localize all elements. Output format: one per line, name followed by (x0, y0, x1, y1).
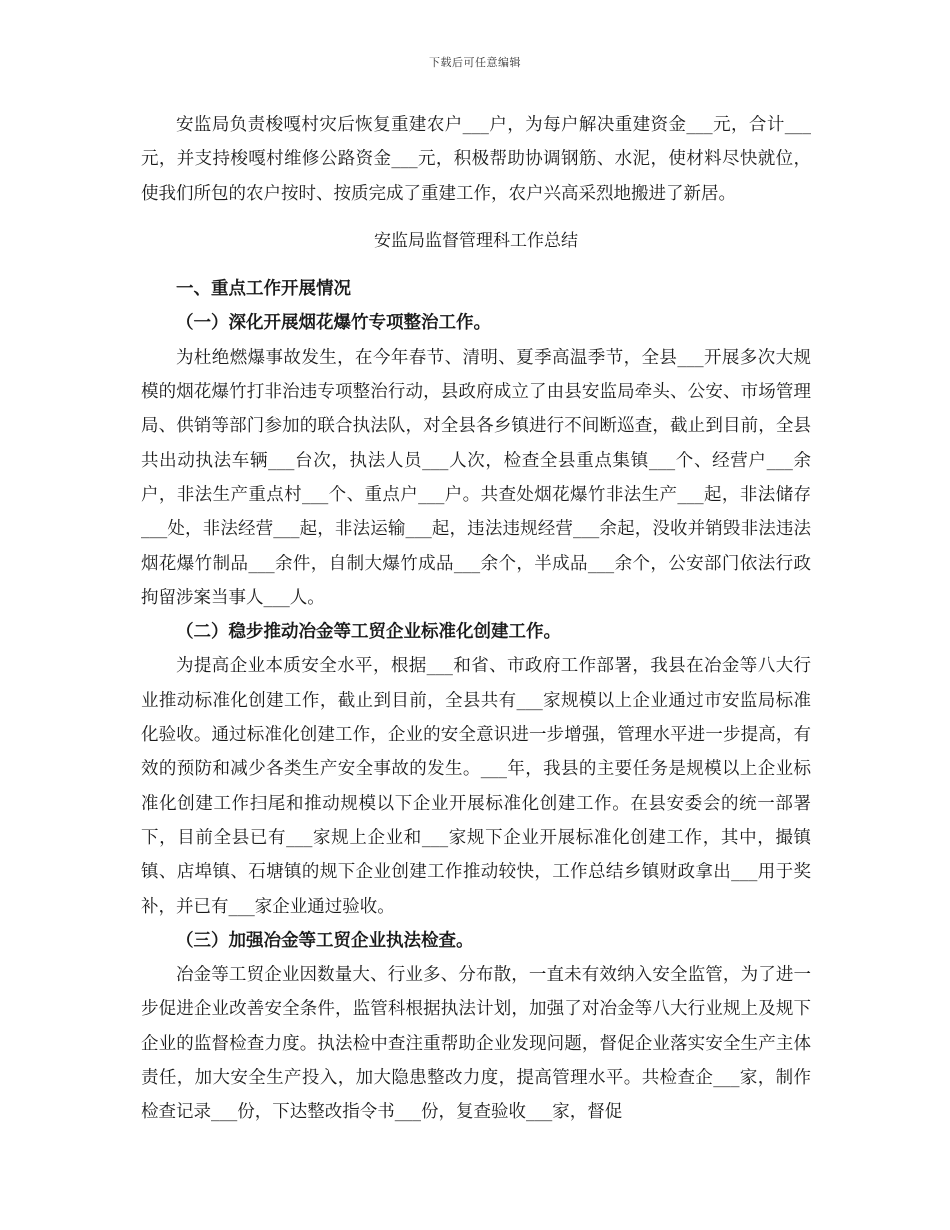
intro-paragraph: 安监局负责梭嘎村灾后恢复重建农户___户，为每户解决重建资金___元，合计___元，并支持梭嘎村维修公路资金___元，积极帮助协调钢筋、水泥，使材料尽快就位，使我们所包的农户按时、按质完成了重建工作，农户兴高采烈地搬进了新居。 (141, 115, 811, 204)
subsection-heading-inspection: （三）加强冶金等工贸企业执法检查。 (176, 930, 474, 951)
section-heading-key-work: 一、重点工作开展情况 (176, 279, 351, 300)
document-title: 安监局监督管理科工作总结 (374, 230, 578, 251)
paragraph-standardization: 为提高企业本质安全水平，根据___和省、市政府工作部署，我县在冶金等八大行业推动标准化创建工作，截止到目前，全县共有___家规模以上企业通过市安监局标准化验收。通过标准化创建工作，企业的安全意识进一步增强，管理水平进一步提高，有效的预防和减少各类生产安全事故的发生。___年，我县的主要任务是规模以上企业标准化创建工作扫尾和推动规模以下企业开展标准化创建工作。在县安委会的统一部署下，目前全县已有___家规上企业和___家规下企业开展标准化创建工作，其中，撮镇镇、店埠镇、石塘镇的规下企业创建工作推动较快，工作总结乡镇财政拿出___用于奖补，并已有___家企业通过验收。 (141, 656, 811, 917)
paragraph-inspection: 冶金等工贸企业因数量大、行业多、分布散，一直未有效纳入安全监管，为了进一步促进企业改善安全条件，监管科根据执法计划，加强了对冶金等八大行业规上及规下企业的监督检查力度。执法检中查注重帮助企业发现问题，督促企业落实安全生产主体责任，加大安全生产投入，加大隐患整改力度，提高管理水平。共检查企___家，制作检查记录___份，下达整改指令书___份，复查验收___家，督促 (141, 965, 811, 1123)
subsection-heading-fireworks: （一）深化开展烟花爆竹专项整治工作。 (176, 313, 491, 334)
document-body (141, 108, 811, 1130)
paragraph-fireworks: 为杜绝燃爆事故发生，在今年春节、清明、夏季高温季节，全县___开展多次大规模的烟花爆竹打非治违专项整治行动，县政府成立了由县安监局牵头、公安、市场管理局、供销等部门参加的联合执法队，对全县各乡镇进行不间断巡查，截止到目前，全县共出动执法车辆___台次，执法人员___人次，检查全县重点集镇___个、经营户___余户，非法生产重点村___个、重点户___户。共查处烟花爆竹非法生产___起，非法储存___处，非法经营___起，非法运输___起，违法违规经营___余起，没收并销毁非法违法烟花爆竹制品___余件，自制大爆竹成品___余个，半成品___余个，公安部门依法行政拘留涉案当事人___人。 (141, 347, 811, 608)
subsection-heading-standardization: （二）稳步推动冶金等工贸企业标准化创建工作。 (176, 622, 561, 643)
page-header: 下载后可任意编辑 (429, 56, 521, 69)
